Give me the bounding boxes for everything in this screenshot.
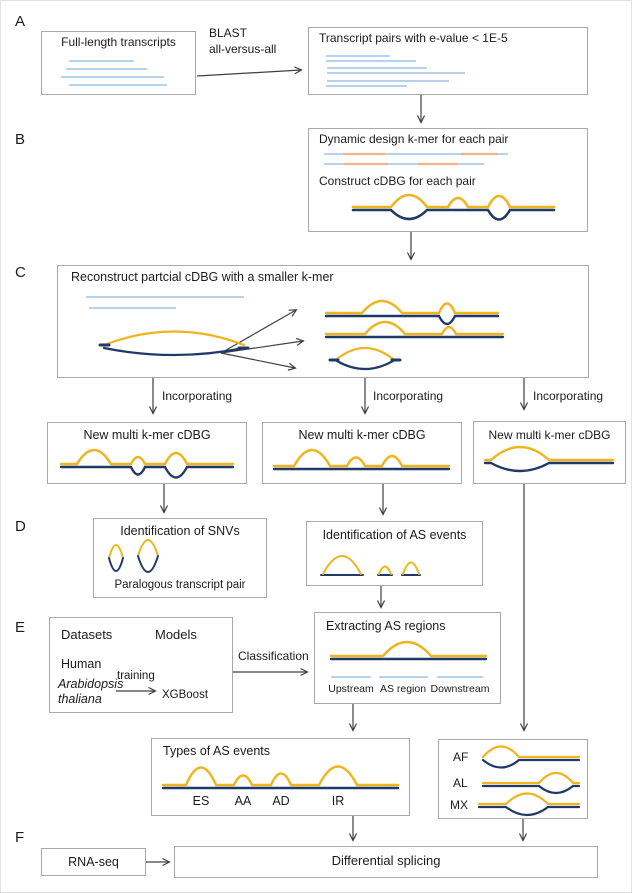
- kmer-segments: [343, 154, 498, 164]
- training-label: training: [117, 670, 155, 682]
- cdbg-panel-c-right-3: [330, 348, 400, 369]
- multi-kmer-title-2: New multi k-mer cDBG: [298, 428, 426, 442]
- cdbg-panel-c-right-1: [326, 301, 498, 324]
- downstream-label: Downstream: [430, 683, 490, 695]
- event-label-al: AL: [453, 776, 468, 790]
- cdbg-panel-b: [353, 195, 554, 220]
- datasets-header: Datasets: [61, 627, 113, 642]
- rna-seq-label: RNA-seq: [68, 855, 119, 869]
- snv-caption: Paralogous transcript pair: [114, 579, 246, 591]
- reconstruct-title: Reconstruct partcial cDBG with a smaller k-mer: [71, 270, 334, 284]
- incorporating-label-2: Incorporating: [373, 389, 444, 403]
- extracting-title: Extracting AS regions: [326, 619, 446, 633]
- panel-label-d: D: [15, 518, 26, 535]
- event-label-aa: AA: [234, 794, 252, 808]
- upstream-label: Upstream: [328, 683, 374, 695]
- dataset-arabidopsis-line2: thaliana: [58, 692, 102, 706]
- event-label-af: AF: [453, 750, 469, 764]
- incorporating-label-1: Incorporating: [162, 389, 233, 403]
- cdbg-af: [483, 747, 579, 768]
- blast-label-line2: all-versus-all: [209, 42, 277, 56]
- panel-label-c: C: [15, 264, 26, 281]
- cdbg-multi-1: [61, 450, 233, 478]
- full-length-transcripts-title: Full-length transcripts: [61, 35, 176, 49]
- cdbg-panel-c-lens: [100, 332, 248, 356]
- dataset-human: Human: [61, 657, 102, 671]
- snv-lenses: [109, 540, 158, 572]
- dataset-arabidopsis-line1: Arabidopsis: [58, 677, 124, 691]
- fan-arrow-3: [221, 353, 295, 368]
- xgboost-label: XGBoost: [162, 689, 209, 701]
- differential-splicing-label: Differential splicing: [331, 853, 441, 868]
- snv-title: Identification of SNVs: [120, 524, 240, 538]
- classification-label: Classification: [238, 649, 309, 663]
- construct-cdbg-title: Construct cDBG for each pair: [319, 174, 476, 188]
- panel-label-b: B: [15, 131, 26, 148]
- event-label-es: ES: [192, 794, 210, 808]
- panel-label-e: E: [15, 619, 26, 636]
- figure-strokes: [1, 1, 632, 893]
- cdbg-mx: [479, 794, 579, 816]
- as-events-title: Identification of AS events: [322, 528, 467, 542]
- as-region-label: AS region: [379, 683, 427, 695]
- incorporating-label-3: Incorporating: [533, 389, 604, 403]
- cdbg-extracting: [331, 642, 486, 659]
- cdbg-glyphs: [61, 195, 613, 815]
- cdbg-al: [483, 773, 579, 793]
- event-label-ad: AD: [272, 794, 290, 808]
- fan-arrow-1: [221, 310, 296, 353]
- cdbg-types: [163, 767, 398, 789]
- cdbg-multi-3: [485, 447, 613, 471]
- fan-arrow-2: [221, 341, 303, 353]
- multi-kmer-title-3: New multi k-mer cDBG: [488, 428, 611, 442]
- transcript-pairs-title: Transcript pairs with e-value < 1E-5: [319, 31, 508, 45]
- multi-kmer-title-1: New multi k-mer cDBG: [83, 428, 211, 442]
- cdbg-multi-2: [274, 450, 449, 469]
- as-event-arcs: [321, 556, 420, 575]
- dynamic-kmer-title: Dynamic design k-mer for each pair: [319, 132, 509, 146]
- panel-label-a: A: [15, 13, 26, 30]
- event-label-ir: IR: [331, 794, 345, 808]
- models-header: Models: [155, 627, 197, 642]
- cdbg-panel-c-right-2: [326, 322, 503, 337]
- types-title: Types of AS events: [163, 744, 271, 758]
- panel-label-f: F: [15, 829, 25, 846]
- blast-label-line1: BLAST: [209, 26, 248, 40]
- event-label-mx: MX: [450, 798, 468, 812]
- arrow-blast: [197, 70, 301, 76]
